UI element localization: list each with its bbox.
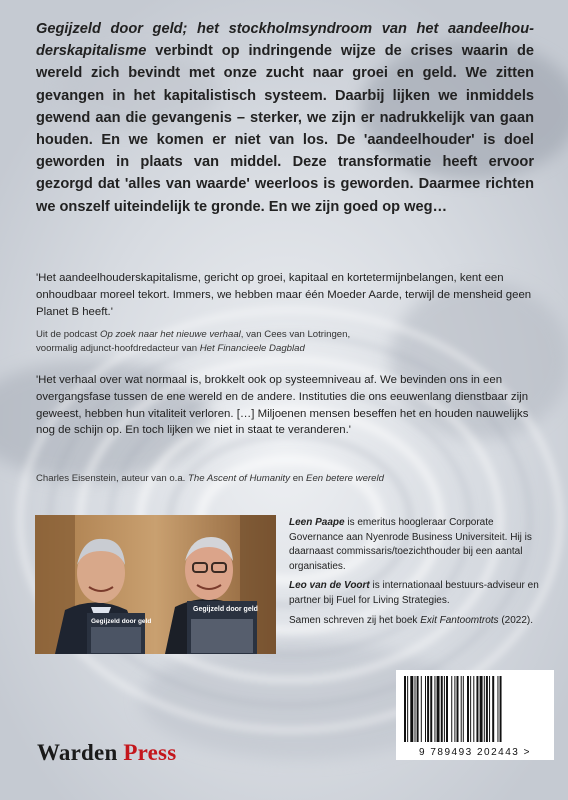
barcode-bar [454, 676, 455, 742]
source-prefix: Uit de podcast [36, 329, 100, 340]
quote-eisenstein-source [36, 472, 532, 486]
barcode-bar [480, 676, 483, 742]
photo-book-title-right: Gegijzeld door geld [193, 606, 258, 613]
quote-podcast-source [36, 328, 532, 356]
barcode-bar [497, 676, 498, 742]
intro-body: verbindt op indringende wijze de crises waarin de wereld zich bevindt met onze zucht naar groei en geld. We zitten gevangen in het kapitalistisch systeem. Daarbij lijken we inmiddels gewend aan die gevangenis – sterker, we zijn er nadrukkelijk van gaan houden. En we komen er niet van los. De 'aandeelhouder' is doel geworden in plaats van middel. Deze transformatie heeft ervoor gezorgd dat 'alles van waarde' weerloos is geworden. Daarmee richten we onszelf uiteindelijk te gronde. En we zijn goed op weg… [36, 43, 534, 215]
barcode-bar [425, 676, 426, 742]
authors-photo [35, 515, 276, 654]
barcode-bar [404, 676, 406, 742]
barcode-bar [417, 676, 419, 742]
bio-voort [289, 579, 539, 608]
source-prefix: Charles Eisenstein, auteur van o.a. [36, 473, 188, 484]
barcode-bar [461, 676, 462, 742]
barcode-bar [470, 676, 471, 742]
barcode-bar [492, 676, 494, 742]
barcode-bar [444, 676, 445, 742]
barcode-bar [484, 676, 485, 742]
source-author: , van Cees van Lotringen, [240, 329, 351, 340]
barcode-bar [407, 676, 408, 742]
newspaper-title: Het Financieele Dagblad [199, 343, 305, 354]
book-title-exit: Exit Fantoomtrots [420, 614, 499, 626]
isbn-digits: 9 789493 202443 > [419, 747, 531, 758]
book-title-ascent: The Ascent of Humanity [188, 473, 291, 484]
author-name-voort: Leo van de Voort [289, 580, 370, 592]
barcode-bar [430, 676, 432, 742]
source-role: voormalig adjunct-hoofdredacteur van [36, 343, 200, 354]
barcode-bar [415, 676, 416, 742]
barcode-bar [451, 676, 452, 742]
intro-paragraph [36, 18, 534, 218]
barcode-bar [441, 676, 443, 742]
barcode-bar [500, 676, 502, 742]
barcode-bar [457, 676, 459, 742]
quote-podcast: 'Het aandeelhouderskapitalisme, gericht op groei, kapitaal en kortetermijnbelangen, kent een onhoudbaar moreel tekort. Immers, we hebben maar één Moeder Aarde, terwijl de mensheid geen Planet B heeft.' [36, 272, 532, 318]
quote-eisenstein: 'Het verhaal over wat normaal is, brokkelt ook op systeemniveau af. We bevinden ons in een overgangsfase tussen de ene wereld en de andere. Instituties die ons eeuwenlang dienstbaar zijn geweest, hebben hun vitaliteit verloren. […] Miljoenen mensen beseffen het en houden nauwelijks nog de schijn op. En toch lijken we niet in staat te veranderen.' [36, 374, 529, 437]
publisher-logo [37, 740, 176, 766]
bio-joint-prefix: Samen schreven zij het boek [289, 614, 421, 626]
barcode-bar [421, 676, 422, 742]
publisher-name-warden: Warden [37, 740, 118, 765]
barcode-bar [434, 676, 435, 742]
barcode-bar [427, 676, 429, 742]
source-conjunction: en [290, 473, 307, 484]
barcode-bar [476, 676, 478, 742]
barcode-bar [463, 676, 464, 742]
bio-joint-year: (2022). [498, 614, 534, 626]
barcode-bar [446, 676, 448, 742]
bio-text-paape: is emeritus hoogleraar Corporate Governance aan Nyenrode Business Universiteit. Hij is daarnaast commissaris/toezichthouder bij een aantal organisaties. [289, 517, 532, 572]
photo-book-title-left: Gegijzeld door geld [91, 618, 152, 625]
barcode-bar [437, 676, 440, 742]
barcode-bar [486, 676, 488, 742]
podcast-title: Op zoek naar het nieuwe verhaal [100, 329, 241, 340]
bio-paape [289, 516, 539, 574]
book-title-italic: Gegijzeld door geld; het stockholmsyndroom van het aandeelhou-derskapitalisme [36, 21, 534, 60]
barcode-bar [410, 676, 413, 742]
barcode-bar [473, 676, 474, 742]
barcode-bar [467, 676, 469, 742]
bio-joint [289, 614, 539, 629]
bio-text-voort: is internationaal bestuurs-adviseur en partner bij Fuel for Living Strategies. [289, 580, 539, 606]
publisher-name-press: Press [123, 740, 177, 765]
barcode-bars [396, 670, 554, 746]
isbn-barcode [396, 670, 554, 760]
book-title-betere-wereld: Een betere wereld [306, 473, 384, 484]
barcode-bar [489, 676, 490, 742]
author-bios [289, 516, 539, 633]
author-name-paape: Leen Paape [289, 517, 345, 528]
